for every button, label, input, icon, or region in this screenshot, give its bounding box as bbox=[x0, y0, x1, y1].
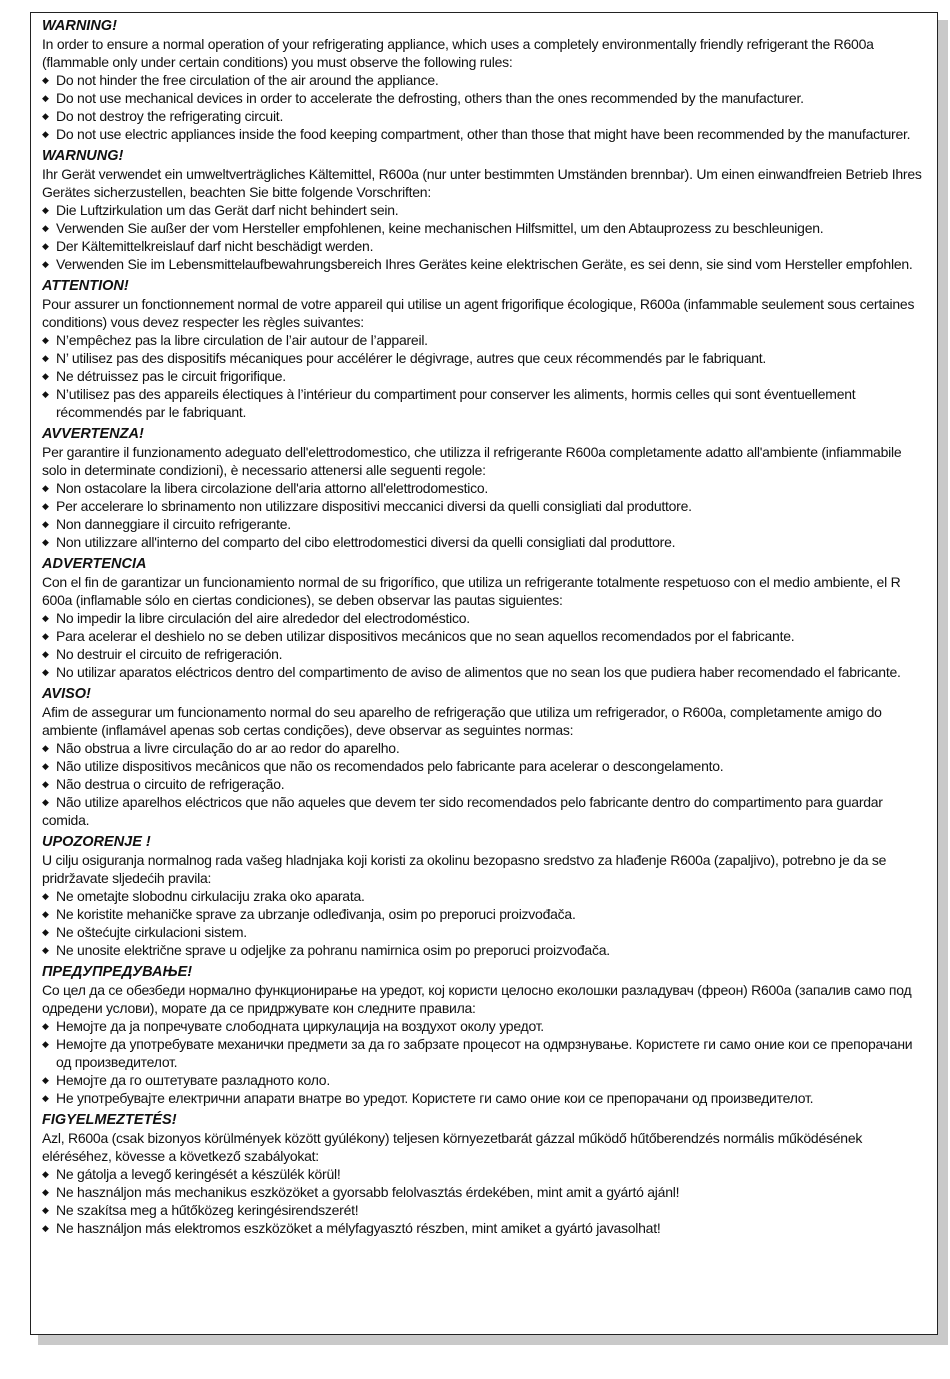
rule-item bbox=[42, 923, 925, 941]
rule-text: Para acelerar el deshielo no se deben utilizar dispositivos mecánicos que no sean aquellos recomendados por el fabricante. bbox=[56, 628, 795, 644]
rule-list bbox=[42, 887, 925, 959]
rule-text: Ne használjon más mechanikus eszközöket a gyorsabb felolvasztás érdekében, mint amit a gyártó ajánl! bbox=[56, 1184, 680, 1200]
diamond-bullet-icon: ◆ bbox=[42, 797, 49, 807]
rule-item bbox=[42, 627, 925, 645]
warning-section bbox=[42, 1111, 925, 1237]
warning-section bbox=[42, 833, 925, 959]
rule-text: Não obstrua a livre circulação do ar ao redor do aparelho. bbox=[56, 740, 400, 756]
warning-box bbox=[30, 12, 938, 1335]
rule-item bbox=[42, 71, 925, 89]
diamond-bullet-icon: ◆ bbox=[42, 1075, 49, 1085]
rule-text: Ne használjon más elektromos eszközöket a mélyfagyasztó részben, mint amiket a gyártó javasolhat! bbox=[56, 1220, 661, 1236]
diamond-bullet-icon: ◆ bbox=[42, 389, 49, 399]
section-heading: ATTENTION! bbox=[42, 278, 129, 294]
rule-list bbox=[42, 479, 925, 551]
rule-item bbox=[42, 385, 925, 421]
rule-item bbox=[42, 775, 925, 793]
rule-item bbox=[42, 255, 925, 273]
diamond-bullet-icon: ◆ bbox=[42, 335, 49, 345]
diamond-bullet-icon: ◆ bbox=[42, 93, 49, 103]
rule-text: Ne oštećujte cirkulacioni sistem. bbox=[56, 924, 247, 940]
rule-item bbox=[42, 1219, 925, 1237]
rule-text: Non utilizzare all'interno del comparto del cibo elettrodomestici diversi da quelli consigliati dal produttore. bbox=[56, 534, 676, 550]
diamond-bullet-icon: ◆ bbox=[42, 75, 49, 85]
rule-item bbox=[42, 479, 925, 497]
rule-list bbox=[42, 739, 925, 829]
warning-section bbox=[42, 17, 925, 143]
rule-list bbox=[42, 1017, 925, 1107]
section-heading: ADVERTENCIA bbox=[42, 556, 147, 572]
rule-list bbox=[42, 201, 925, 273]
rule-text: Die Luftzirkulation um das Gerät darf nicht behindert sein. bbox=[56, 202, 399, 218]
diamond-bullet-icon: ◆ bbox=[42, 927, 49, 937]
section-heading: ПРЕДУПРЕДУВАЊЕ! bbox=[42, 964, 193, 980]
diamond-bullet-icon: ◆ bbox=[42, 667, 49, 677]
rule-text: Não utilize aparelhos eléctricos que não aqueles que devem ter sido recomendados pelo fabricante dentro do compartimento para guardar comida. bbox=[42, 794, 883, 828]
rule-text: Ne unosite električne sprave u odjeljke za pohranu namirnica osim po preporuci proizvođača. bbox=[56, 942, 610, 958]
warning-section bbox=[42, 555, 925, 681]
rule-text: Ne gátolja a levegő keringését a készülék körül! bbox=[56, 1166, 341, 1182]
rule-text: Немојте да го оштетувате разладното коло. bbox=[56, 1072, 330, 1088]
diamond-bullet-icon: ◆ bbox=[42, 631, 49, 641]
rule-text: Do not hinder the free circulation of the air around the appliance. bbox=[56, 72, 439, 88]
diamond-bullet-icon: ◆ bbox=[42, 371, 49, 381]
rule-text: Non ostacolare la libera circolazione dell'aria attorno all'elettrodomestico. bbox=[56, 480, 488, 496]
rule-item bbox=[42, 905, 925, 923]
section-intro: Ihr Gerät verwendet ein umweltverträgliches Kältemittel, R600a (nur unter bestimmten Umständen brennbar). Um einen einwandfreien Betrieb Ihres Gerätes sicherzustellen, beachten Sie bitte folgende Vorschriften: bbox=[42, 166, 922, 200]
rule-text: N’utilisez pas des appareils électiques à l’intérieur du compartiment pour conserver les aliments, hormis celles qui sont éventuellement récommendés par le fabriquant. bbox=[56, 386, 856, 420]
rule-text: Não utilize dispositivos mecânicos que não os recomendados pelo fabricante para acelerar o descongelamento. bbox=[56, 758, 724, 774]
diamond-bullet-icon: ◆ bbox=[42, 241, 49, 251]
rule-text: Verwenden Sie außer der vom Hersteller empfohlenen, keine mechanischen Hilfsmittel, um den Abtauprozess zu beschleunigen. bbox=[56, 220, 824, 236]
rule-text: Do not destroy the refrigerating circuit. bbox=[56, 108, 284, 124]
section-intro: In order to ensure a normal operation of your refrigerating appliance, which uses a completely environmentally friendly refrigerant the R600a (flammable only under certain conditions) you must observe the following rules: bbox=[42, 36, 874, 70]
warning-section bbox=[42, 425, 925, 551]
diamond-bullet-icon: ◆ bbox=[42, 761, 49, 771]
diamond-bullet-icon: ◆ bbox=[42, 501, 49, 511]
warning-section bbox=[42, 685, 925, 829]
diamond-bullet-icon: ◆ bbox=[42, 353, 49, 363]
diamond-bullet-icon: ◆ bbox=[42, 483, 49, 493]
rule-item bbox=[42, 1071, 925, 1089]
section-heading: UPOZORENJE ! bbox=[42, 834, 151, 850]
rule-text: N’empêchez pas la libre circulation de l’air autour de l’appareil. bbox=[56, 332, 428, 348]
diamond-bullet-icon: ◆ bbox=[42, 1169, 49, 1179]
diamond-bullet-icon: ◆ bbox=[42, 1223, 49, 1233]
rule-item bbox=[42, 533, 925, 551]
rule-item bbox=[42, 941, 925, 959]
rule-text: Non danneggiare il circuito refrigerante. bbox=[56, 516, 291, 532]
rule-item bbox=[42, 89, 925, 107]
diamond-bullet-icon: ◆ bbox=[42, 259, 49, 269]
section-intro: U cilju osiguranja normalnog rada vašeg hladnjaka koji koristi za okolinu bezopasno sredstvo za hlađenje R600a (zapaljivo), potrebno je da se pridržavate sljedećih pravila: bbox=[42, 852, 887, 886]
rule-item bbox=[42, 1017, 925, 1035]
diamond-bullet-icon: ◆ bbox=[42, 891, 49, 901]
rule-text: Verwenden Sie im Lebensmittelaufbewahrungsbereich Ihres Gerätes keine elektrischen Geräte, es sei denn, sie sind vom Hersteller empfohlen. bbox=[56, 256, 913, 272]
rule-item bbox=[42, 201, 925, 219]
rule-item bbox=[42, 1183, 925, 1201]
rule-text: Ne ometajte slobodnu cirkulaciju zraka oko aparata. bbox=[56, 888, 365, 904]
rule-item bbox=[42, 1035, 925, 1071]
rule-item bbox=[42, 367, 925, 385]
section-intro: Afim de assegurar um funcionamento normal do seu aparelho de refrigeração que utiliza um refrigerador, o R600a, completamente amigo do ambiente (inflamável apenas sob certas condições), deve observar as seguintes normas: bbox=[42, 704, 882, 738]
diamond-bullet-icon: ◆ bbox=[42, 111, 49, 121]
rule-text: Немојте да ја попречувате слободната циркулација на воздухот околу уредот. bbox=[56, 1018, 544, 1034]
section-intro: Per garantire il funzionamento adeguato dell'elettrodomestico, che utilizza il refrigerante R600a completamente adatto all'ambiente (infiammabile solo in determinate condizioni), è necessario attenersi alle seguenti regole: bbox=[42, 444, 902, 478]
rule-item bbox=[42, 219, 925, 237]
rule-list bbox=[42, 71, 925, 143]
diamond-bullet-icon: ◆ bbox=[42, 649, 49, 659]
diamond-bullet-icon: ◆ bbox=[42, 223, 49, 233]
warning-section bbox=[42, 963, 925, 1107]
diamond-bullet-icon: ◆ bbox=[42, 1205, 49, 1215]
diamond-bullet-icon: ◆ bbox=[42, 779, 49, 789]
rule-text: No destruir el circuito de refrigeración. bbox=[56, 646, 283, 662]
rule-item bbox=[42, 609, 925, 627]
rule-item bbox=[42, 1201, 925, 1219]
section-heading: WARNUNG! bbox=[42, 148, 124, 164]
rule-text: Ne koristite mehaničke sprave za ubrzanje odleđivanja, osim po preporuci proizvođača. bbox=[56, 906, 576, 922]
rule-item bbox=[42, 349, 925, 367]
section-heading: AVVERTENZA! bbox=[42, 426, 144, 442]
rule-text: Do not use electric appliances inside the food keeping compartment, other than those that might have been recommended by the manufacturer. bbox=[56, 126, 911, 142]
section-heading: AVISO! bbox=[42, 686, 91, 702]
rule-text: Не употребувајте електрични апарати внатре во уредот. Користете ги само оние кои се препорачани од произведителот. bbox=[56, 1090, 814, 1106]
diamond-bullet-icon: ◆ bbox=[42, 1187, 49, 1197]
rule-item bbox=[42, 125, 925, 143]
rule-list bbox=[42, 609, 925, 681]
rule-text: No utilizar aparatos eléctricos dentro del compartimento de aviso de alimentos que no sean los que pudiera haber recomendado el fabricante. bbox=[56, 664, 901, 680]
rule-item bbox=[42, 237, 925, 255]
section-intro: Pour assurer un fonctionnement normal de votre appareil qui utilise un agent frigorifique écologique, R600a (infammable seulement sous certaines conditions) vous devez respecter les règles suivantes: bbox=[42, 296, 915, 330]
section-heading: WARNING! bbox=[42, 18, 117, 34]
rule-item bbox=[42, 739, 925, 757]
rule-item bbox=[42, 497, 925, 515]
rule-text: Per accelerare lo sbrinamento non utilizzare dispositivi meccanici diversi da quelli consigliati dal produttore. bbox=[56, 498, 692, 514]
rule-list bbox=[42, 331, 925, 421]
diamond-bullet-icon: ◆ bbox=[42, 613, 49, 623]
rule-list bbox=[42, 1165, 925, 1237]
diamond-bullet-icon: ◆ bbox=[42, 743, 49, 753]
diamond-bullet-icon: ◆ bbox=[42, 129, 49, 139]
rule-item bbox=[42, 757, 925, 775]
diamond-bullet-icon: ◆ bbox=[42, 1039, 49, 1049]
rule-item bbox=[42, 1165, 925, 1183]
diamond-bullet-icon: ◆ bbox=[42, 945, 49, 955]
section-intro: Con el fin de garantizar un funcionamiento normal de su frigorífico, que utiliza un refrigerante totalmente respetuoso con el medio ambiente, el R 600a (inflamable sólo en ciertas condiciones), se deben observar las pautas siguientes: bbox=[42, 574, 901, 608]
section-heading: FIGYELMEZTETÉS! bbox=[42, 1112, 177, 1128]
rule-text: Немојте да употребувате механички предмети за да го забрзате процесот на одмрзнување. Користете ги само оние кои се препорачани од произведителот. bbox=[56, 1036, 913, 1070]
rule-item bbox=[42, 1089, 925, 1107]
rule-text: Der Kältemittelkreislauf darf nicht beschädigt werden. bbox=[56, 238, 374, 254]
diamond-bullet-icon: ◆ bbox=[42, 205, 49, 215]
warning-section bbox=[42, 277, 925, 421]
rule-item bbox=[42, 331, 925, 349]
rule-item bbox=[42, 645, 925, 663]
diamond-bullet-icon: ◆ bbox=[42, 1021, 49, 1031]
rule-item bbox=[42, 515, 925, 533]
diamond-bullet-icon: ◆ bbox=[42, 537, 49, 547]
section-intro: Со цел да се обезбеди нормално функционирање на уредот, кој користи целосно еколошки разладувач (фреон) R600a (запалив само под одредени услови), морате да се придржувате кон следните правила: bbox=[42, 982, 912, 1016]
rule-text: Não destrua o circuito de refrigeração. bbox=[56, 776, 285, 792]
rule-item bbox=[42, 887, 925, 905]
section-intro: Azl, R600a (csak bizonyos körülmények között gyúlékony) teljesen környezetbarát gázzal működő hűtőberendzés normális működésének eléréséhez, kövesse a következő szabályokat: bbox=[42, 1130, 863, 1164]
diamond-bullet-icon: ◆ bbox=[42, 909, 49, 919]
rule-item bbox=[42, 107, 925, 125]
rule-text: Ne szakítsa meg a hűtőközeg keringésirendszerét! bbox=[56, 1202, 359, 1218]
rule-text: Do not use mechanical devices in order to accelerate the defrosting, others than the ones recommended by the manufacturer. bbox=[56, 90, 804, 106]
diamond-bullet-icon: ◆ bbox=[42, 1093, 49, 1103]
rule-text: Ne détruissez pas le circuit frigorifique. bbox=[56, 368, 286, 384]
diamond-bullet-icon: ◆ bbox=[42, 519, 49, 529]
rule-text: No impedir la libre circulación del aire alrededor del electrodoméstico. bbox=[56, 610, 470, 626]
rule-item bbox=[42, 663, 925, 681]
rule-text: N’ utilisez pas des dispositifs mécaniques pour accélérer le dégivrage, autres que ceux récommendés par le fabriquant. bbox=[56, 350, 767, 366]
warning-section bbox=[42, 147, 925, 273]
rule-item bbox=[42, 793, 925, 829]
